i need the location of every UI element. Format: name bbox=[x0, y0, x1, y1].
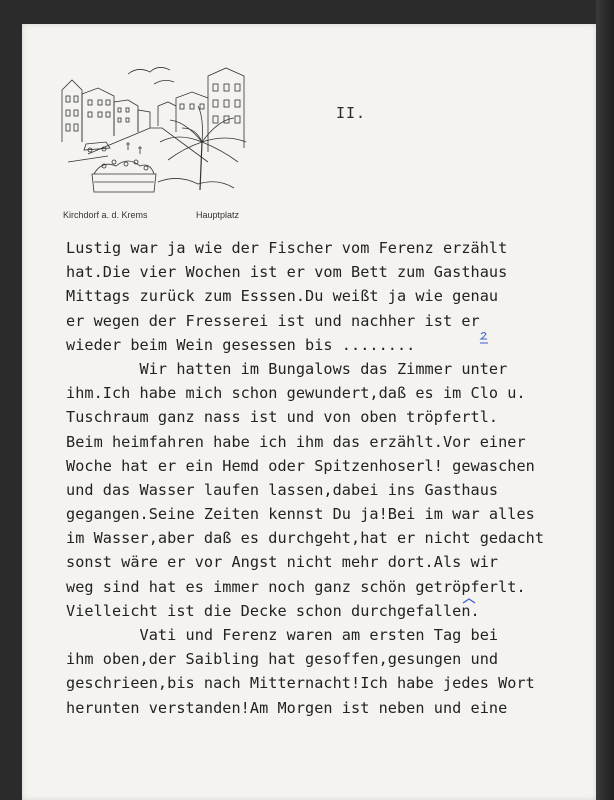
letter-line: und das Wasser laufen lassen,dabei ins Gasthaus bbox=[66, 480, 499, 499]
letter-line: hat.Die vier Wochen ist er vom Bett zum Gasthaus bbox=[66, 263, 508, 282]
letter-line: weg sind hat es immer noch ganz schön getröpferlt. bbox=[66, 577, 526, 596]
letter-line: Vati und Ferenz waren am ersten Tag bei bbox=[66, 626, 499, 644]
letter-line: im Wasser,aber daß es durchgeht,hat er nicht gedacht bbox=[66, 529, 545, 548]
letter-line: er wegen der Fresserei ist und nachher ist er bbox=[66, 311, 480, 330]
illustration-caption-square: Hauptplatz bbox=[196, 210, 240, 220]
page-number: II. bbox=[336, 104, 367, 122]
illustration-caption-place: Kirchdorf a. d. Krems bbox=[63, 210, 148, 220]
scan-background-edge bbox=[596, 0, 614, 800]
letter-body bbox=[66, 236, 594, 720]
handwritten-correction-mark bbox=[462, 597, 476, 605]
letter-line: Woche hat er ein Hemd oder Spitzenhoserl! gewaschen bbox=[66, 456, 535, 475]
letter-line: Mittags zurück zum Esssen.Du weißt ja wie genau bbox=[66, 287, 499, 306]
letter-line: Lustig war ja wie der Fischer vom Ferenz erzählt bbox=[66, 239, 508, 257]
letter-line: sonst wäre er vor Angst nicht mehr dort.Als wir bbox=[66, 553, 499, 572]
letter-line: wieder beim Wein gesessen bis ........ bbox=[66, 335, 416, 354]
letter-line: geschrieen,bis nach Mitternacht!Ich habe jedes Wort bbox=[66, 674, 535, 693]
letter-line: Wir hatten im Bungalows das Zimmer unter bbox=[66, 359, 508, 378]
letter-line: ihm oben,der Saibling hat gesoffen,gesungen und bbox=[66, 650, 499, 669]
handwritten-correction-mark bbox=[478, 330, 490, 346]
letter-line: Vielleicht ist die Decke schon durchgefallen. bbox=[66, 601, 480, 620]
letter-line: ihm.Ich habe mich schon gewundert,daß es im Clo u. bbox=[66, 384, 526, 403]
letter-line: Beim heimfahren habe ich ihm das erzählt.Vor einer bbox=[66, 432, 526, 451]
letter-line: Tuschraum ganz nass ist und von oben tröpfertl. bbox=[66, 408, 499, 427]
letter-line: herunten verstanden!Am Morgen ist neben und eine bbox=[66, 698, 508, 717]
town-square-illustration bbox=[58, 62, 254, 202]
letter-line: gegangen.Seine Zeiten kennst Du ja!Bei im war alles bbox=[66, 505, 535, 524]
